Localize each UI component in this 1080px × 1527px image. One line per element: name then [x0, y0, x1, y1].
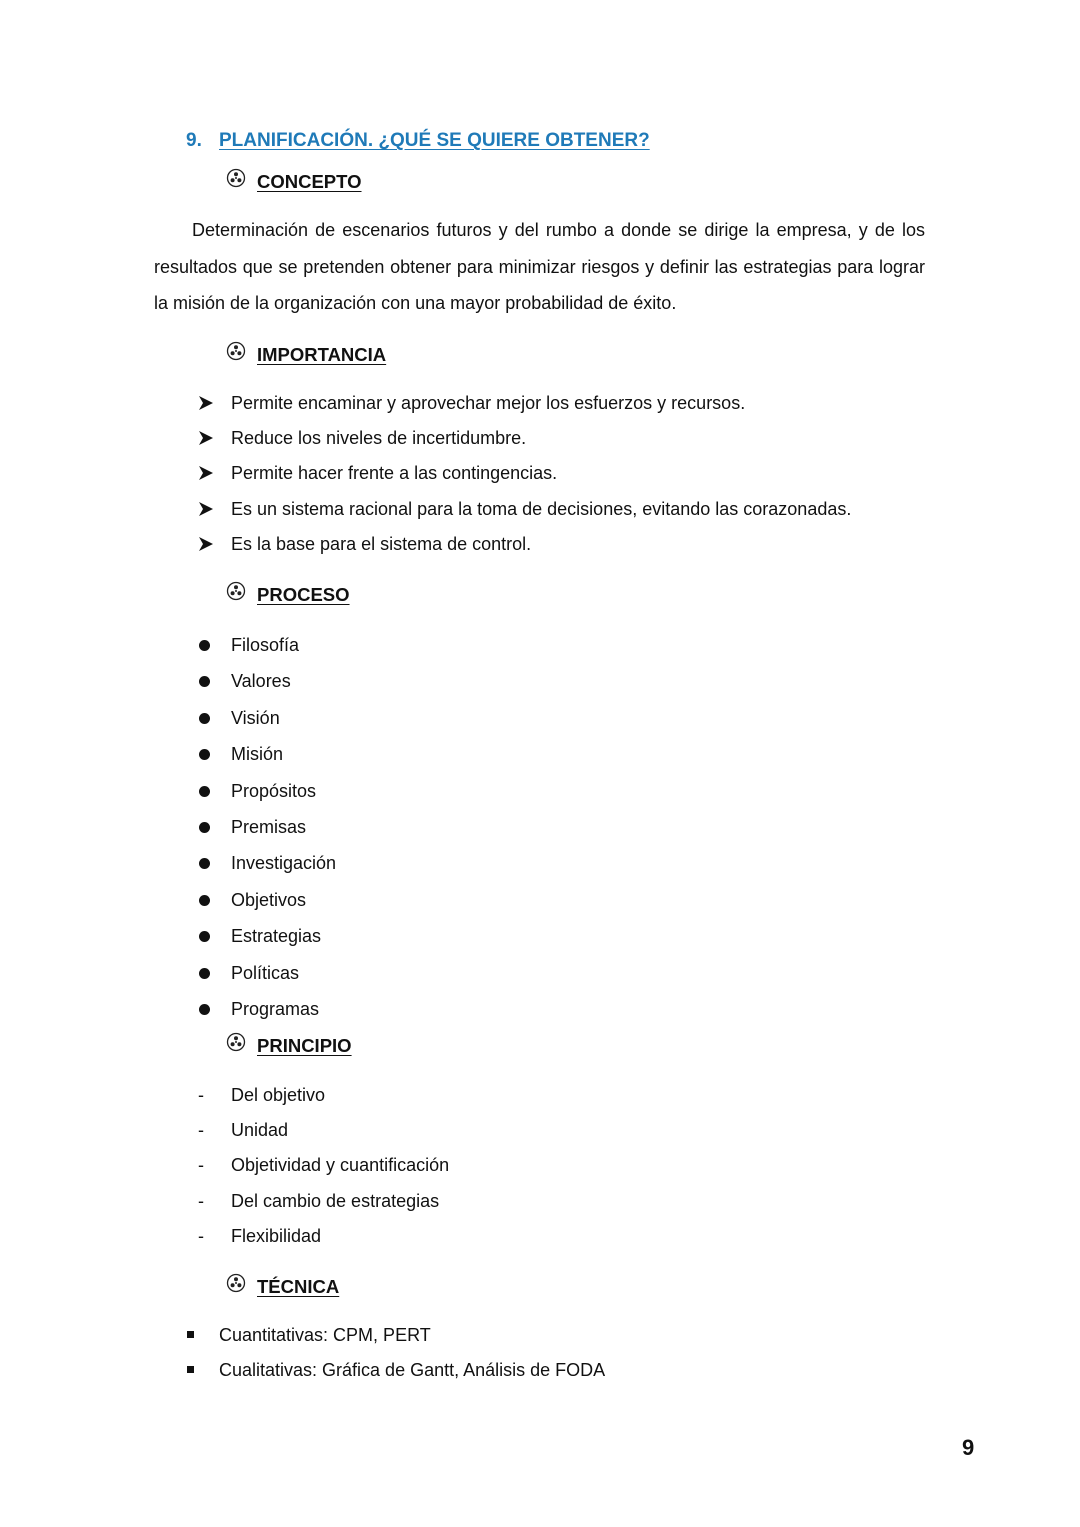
- page-number: 9: [962, 1435, 975, 1460]
- list-item: [198, 960, 336, 996]
- list-item-text: Reduce los niveles de incertidumbre.: [231, 428, 527, 449]
- subheading-importancia: [226, 344, 386, 366]
- trefoil-circle-icon: [226, 1032, 246, 1052]
- list-item: [198, 923, 336, 959]
- subheading-proceso: [226, 584, 350, 606]
- list-item: [187, 1357, 605, 1392]
- list-item-text: Es un sistema racional para la toma de decisiones, evitando las corazonadas.: [231, 498, 852, 519]
- list-item-text: Políticas: [231, 962, 300, 983]
- list-item: [198, 425, 851, 460]
- list-item: [198, 531, 851, 566]
- trefoil-circle-icon: [226, 341, 246, 361]
- list-item: [198, 1117, 449, 1152]
- subheading-label: PRINCIPIO: [257, 1035, 352, 1056]
- list-item-text: Cualitativas: Gráfica de Gantt, Análisis de FODA: [219, 1360, 606, 1381]
- subheading-label: CONCEPTO: [257, 171, 362, 192]
- subheading-label: TÉCNICA: [257, 1276, 340, 1297]
- bullet-dot: [199, 968, 210, 979]
- list-item-text: Es la base para el sistema de control.: [231, 533, 532, 554]
- bullet-dot: [199, 713, 210, 724]
- arrow-bullet-icon: [198, 531, 214, 559]
- section-title-text: PLANIFICACIÓN. ¿QUÉ SE QUIERE OBTENER?: [219, 130, 650, 151]
- trefoil-circle-icon: [226, 168, 246, 188]
- subheading-concepto: [226, 171, 362, 193]
- principio-list: [198, 1082, 449, 1258]
- dash-marker: -: [198, 1190, 204, 1211]
- proceso-list: [198, 632, 336, 1032]
- list-item: [198, 496, 851, 531]
- importancia-list: [198, 390, 851, 566]
- list-item-text: Objetividad y cuantificación: [231, 1155, 450, 1176]
- subheading-label: PROCESO: [257, 584, 350, 605]
- list-item-text: Premisas: [231, 816, 307, 837]
- dash-marker: -: [198, 1225, 204, 1246]
- dash-marker: -: [198, 1155, 204, 1176]
- section-title: [186, 130, 650, 152]
- list-item: [198, 778, 336, 814]
- concepto-paragraph: Determinación de escenarios futuros y del rumbo a donde se dirige la empresa, y de los resultados que se pretenden obtener para minimizar riesgos y definir las estrategias para lograr la misión de la organización con una mayor probabilidad de éxito.: [154, 220, 925, 313]
- square-bullet: [187, 1331, 194, 1338]
- bullet-dot: [199, 749, 210, 760]
- list-item: [198, 1082, 449, 1117]
- list-item-text: Estrategias: [231, 926, 322, 947]
- list-item-text: Del cambio de estrategias: [231, 1190, 440, 1211]
- list-item-text: Propósitos: [231, 780, 317, 801]
- list-item: [198, 814, 336, 850]
- arrow-bullet-icon: [198, 460, 214, 488]
- list-item: [198, 996, 336, 1032]
- list-item-text: Flexibilidad: [231, 1225, 322, 1246]
- arrow-bullet-icon: [198, 496, 214, 524]
- list-item-text: Valores: [231, 671, 291, 692]
- bullet-dot: [199, 931, 210, 942]
- list-item: [198, 887, 336, 923]
- subheading-principio: [226, 1035, 352, 1057]
- bullet-dot: [199, 786, 210, 797]
- arrow-bullet-icon: [198, 390, 214, 418]
- list-item-text: Filosofía: [231, 635, 300, 655]
- tecnica-list: [187, 1322, 605, 1392]
- list-item-text: Cuantitativas: CPM, PERT: [219, 1325, 431, 1345]
- list-item-text: Objetivos: [231, 889, 307, 910]
- list-item-text: Programas: [231, 998, 320, 1019]
- dash-marker: -: [198, 1085, 204, 1105]
- trefoil-circle-icon: [226, 1273, 246, 1293]
- bullet-dot: [199, 858, 210, 869]
- list-item: [198, 1188, 449, 1223]
- list-item-text: Permite encaminar y aprovechar mejor los esfuerzos y recursos.: [231, 393, 746, 413]
- bullet-dot: [199, 822, 210, 833]
- bullet-dot: [199, 1004, 210, 1015]
- subheading-tecnica: [226, 1276, 339, 1298]
- list-item: [198, 705, 336, 741]
- bullet-dot: [199, 895, 210, 906]
- list-item: [198, 1152, 449, 1187]
- subheading-label: IMPORTANCIA: [257, 344, 387, 365]
- list-item-text: Visión: [231, 707, 280, 728]
- list-item: [198, 1223, 449, 1258]
- arrow-bullet-icon: [198, 425, 214, 453]
- trefoil-circle-icon: [226, 581, 246, 601]
- list-item-text: Unidad: [231, 1120, 289, 1141]
- list-item-text: Misión: [231, 744, 284, 765]
- square-bullet: [187, 1366, 194, 1373]
- bullet-dot: [199, 676, 210, 687]
- list-item: [198, 390, 851, 425]
- list-item-text: Permite hacer frente a las contingencias.: [231, 463, 558, 484]
- list-item: [198, 632, 336, 668]
- list-item-text: Del objetivo: [231, 1085, 326, 1105]
- dash-marker: -: [198, 1120, 204, 1141]
- list-item: [187, 1322, 605, 1357]
- list-item: [198, 460, 851, 495]
- list-item: [198, 741, 336, 777]
- section-number: 9.: [186, 130, 202, 151]
- list-item: [198, 668, 336, 704]
- list-item-text: Investigación: [231, 853, 337, 874]
- list-item: [198, 850, 336, 886]
- bullet-dot: [199, 640, 210, 651]
